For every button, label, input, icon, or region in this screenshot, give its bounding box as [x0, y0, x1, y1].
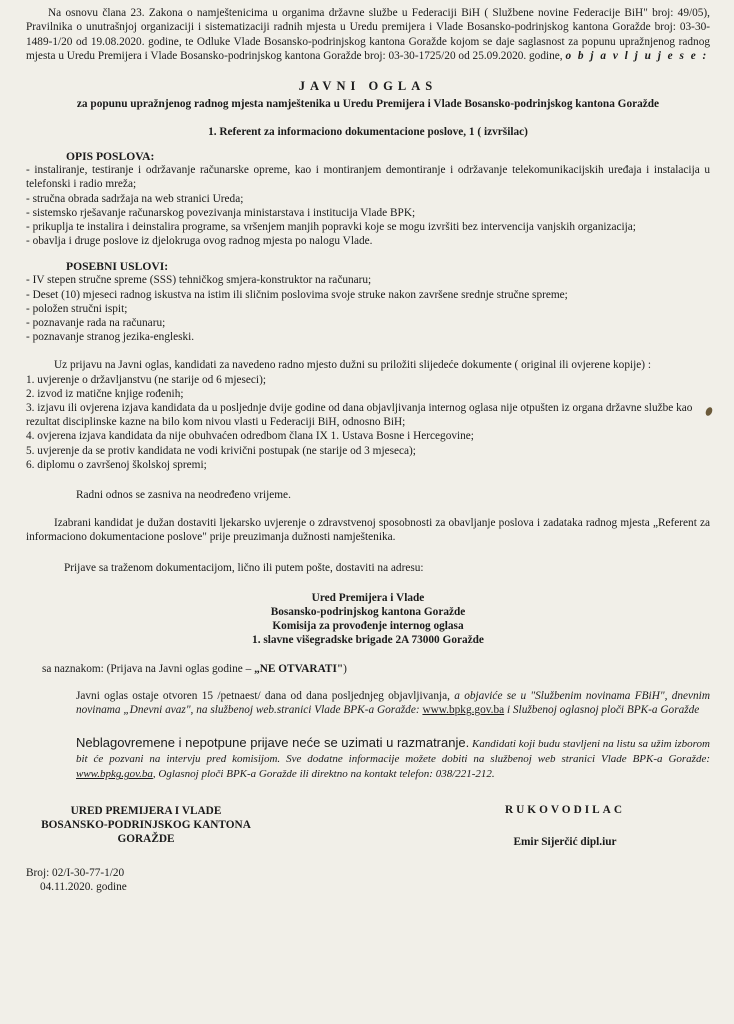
- list-item: 3. izjavu ili ovjerena izjava kandidata da u posljednje dvije godine od dana objavljivanja internog oglasa nije otpušten iz organa državne službe kao rezultat disciplinske kazne na bilo kom nivou vlasti u Federaciji BiH, odnosno BiH;: [26, 402, 693, 429]
- naznakom-prefix: sa naznakom: (Prijava na Javni oglas godine –: [42, 662, 255, 675]
- naznakom-suffix: ): [343, 662, 347, 675]
- broj-line: Broj: 02/I-30-77-1/20: [26, 866, 125, 879]
- list-item: 5. uvjerenje da se protiv kandidata ne vodi krivični postupak (ne starije od 3 mjeseca);: [26, 444, 416, 457]
- intro-announce: o b j a v l j u j e s e :: [565, 49, 709, 62]
- issuer-line: URED PREMIJERA I VLADE: [70, 804, 222, 817]
- date-line: 04.11.2020. godine: [40, 880, 127, 893]
- radni-odnos-text: Radni odnos se zasniva na neodređeno vrijeme.: [76, 489, 291, 502]
- docs-list: [26, 373, 710, 472]
- address-block: [26, 591, 710, 647]
- opis-list: [26, 163, 710, 248]
- issuer-line: GORAŽDE: [117, 832, 175, 845]
- address-line: Ured Premijera i Vlade: [311, 591, 425, 604]
- issuer-block: [26, 804, 266, 848]
- opis-heading: OPIS POSLOVA:: [66, 150, 155, 164]
- list-item: - Deset (10) mjeseci radnog iskustva na istim ili sličnim poslovima svoje struke nakon završene srednje stručne spreme;: [26, 288, 568, 301]
- ne-otvarati-text: „NE OTVARATI": [254, 662, 344, 675]
- address-line: Bosansko-podrinjskog kantona Goražde: [270, 605, 466, 618]
- deadline-plain: Javni oglas ostaje otvoren 15 /petnaest/ dana od dana posljednjeg objavljivanja,: [76, 689, 450, 702]
- notice-big: Neblagovremene i nepotpune prijave neće se uzimati u razmatranje.: [76, 734, 470, 750]
- list-item: - poznavanje stranog jezika-engleski.: [26, 331, 195, 344]
- izabrani-text: Izabrani kandidat je dužan dostaviti ljekarsko uvjerenje o zdravstvenoj sposobnosti za obavljanje poslova i zadataka radnog mjesta „Referent za informaciono dokumentacione poslove" prije preuzimanja dužnosti namještenika.: [26, 517, 710, 544]
- notice-italic: Kandidati koji budu stavljeni na listu sa užim izborom bit će pozvani na intervju pred komisijom. Sve dodatne informacije možete dobiti na službenoj web stranici Vlade BPK-a Goražde:: [76, 737, 710, 766]
- page-title: JAVNI OGLAS: [298, 79, 438, 94]
- uslovi-heading: POSEBNI USLOVI:: [66, 260, 169, 274]
- prijave-text: Prijave sa traženom dokumentacijom, lično ili putem pošte, dostaviti na adresu:: [64, 561, 424, 574]
- list-item: - IV stepen stručne spreme (SSS) tehničkog smjera-konstruktor na računaru;: [26, 274, 372, 287]
- list-item: - instaliranje, testiranje i održavanje računarske opreme, kao i montiranjem demontiranje i održavanje telekomunikacijskih uređaja i instalacija u telefonski i radio mreža;: [26, 164, 710, 191]
- signatory-name: Emir Sijerčić dipl.iur: [513, 835, 617, 848]
- list-item: 4. ovjerena izjava kandidata da nije obuhvaćen odredbom člana IX 1. Ustava Bosne i Hercegovine;: [26, 430, 474, 443]
- page-subtitle: za popunu upražnjenog radnog mjesta namještenika u Uredu Premijera i Vlade Bosansko-podrinjskog kantona Goražde: [76, 98, 660, 111]
- list-item: - položen stručni ispit;: [26, 302, 128, 315]
- position-title: 1. Referent za informaciono dokumentacione poslove, 1 ( izvršilac): [208, 126, 528, 139]
- list-item: - obavlja i druge poslove iz djelokruga ovog radnog mjesta po nalogu Vlade.: [26, 235, 373, 248]
- list-item: - sistemsko rješavanje računarskog povezivanja ministarstava i institucija Vlade BPK;: [26, 206, 416, 219]
- signatory-role: RUKOVODILAC: [504, 803, 626, 816]
- naznakom-text: [26, 663, 710, 675]
- uslovi-list: [26, 273, 710, 344]
- website-link[interactable]: www.bpkg.gov.ba: [76, 768, 153, 781]
- list-item: 6. diplomu o završenoj školskoj spremi;: [26, 458, 207, 471]
- list-item: 1. uvjerenje o državljanstvu (ne starije od 6 mjeseci);: [26, 373, 266, 386]
- signature-footer: [26, 804, 710, 848]
- address-line: Komisija za provođenje internog oglasa: [272, 619, 464, 632]
- list-item: - poznavanje rada na računaru;: [26, 317, 166, 330]
- deadline-text: [26, 689, 710, 718]
- website-link[interactable]: www.bpkg.gov.ba: [422, 704, 505, 717]
- deadline-italic: a objaviće se u "Službenim novinama FBiH", dnevnim novinama „Dnevni avaz", na službenoj web.stranici Vlade BPK-a Goražde:: [76, 689, 710, 717]
- list-item: - stručna obrada sadržaja na web stranici Ureda;: [26, 192, 244, 205]
- signatory-block: [440, 804, 690, 848]
- docs-intro: Uz prijavu na Javni oglas, kandidati za navedeno radno mjesto dužni su priložiti slijedeće dokumente ( original ili ovjerene kopije) :: [54, 359, 651, 372]
- issuer-line: BOSANSKO-PODRINJSKOG KANTONA: [41, 818, 251, 831]
- list-item: - prikuplja te instalira i deinstalira programe, sa vršenjem manjih popravki koje se mogu izvršiti bez intervencija vanjskih organizacija;: [26, 221, 636, 233]
- list-item: 2. izvod iz matične knjige rođenih;: [26, 387, 184, 400]
- intro-paragraph: [26, 6, 710, 63]
- address-line: 1. slavne višegradske brigade 2A 73000 Goražde: [252, 633, 484, 646]
- reference-number: [26, 866, 710, 894]
- deadline-italic-end: i Službenoj oglasnoj ploči BPK-a Goražde: [504, 704, 700, 717]
- intro-text: Na osnovu člana 23. Zakona o namještenicima u organima državne službe u Federaciji BiH ( Službene novine Federacije BiH" broj: 49/05), Pravilnika o unutrašnjoj organizaciji i sistematizaciji radnih mjesta u Uredu premijera i Vlade Bosansko-podrinjskog kantona Goražde broj: 03-30-1489-1/20 od 19.08.2020. godine, te Odluke Vlade Bosansko-podrinjskog kantona Goražde kojom se daje saglasnost za popunu upražnjenog radnog mjesta u Uredu Premijera i Vlade Bosansko-podrinjskog kantona Goražde broj: 03-30-1725/20 od 25.09.2020. godine,: [26, 7, 710, 62]
- notice-text: [26, 736, 710, 782]
- notice-italic-end: , Oglasnoj ploči BPK-a Goražde ili direktno na kontakt telefon: 038/221-212.: [152, 768, 495, 781]
